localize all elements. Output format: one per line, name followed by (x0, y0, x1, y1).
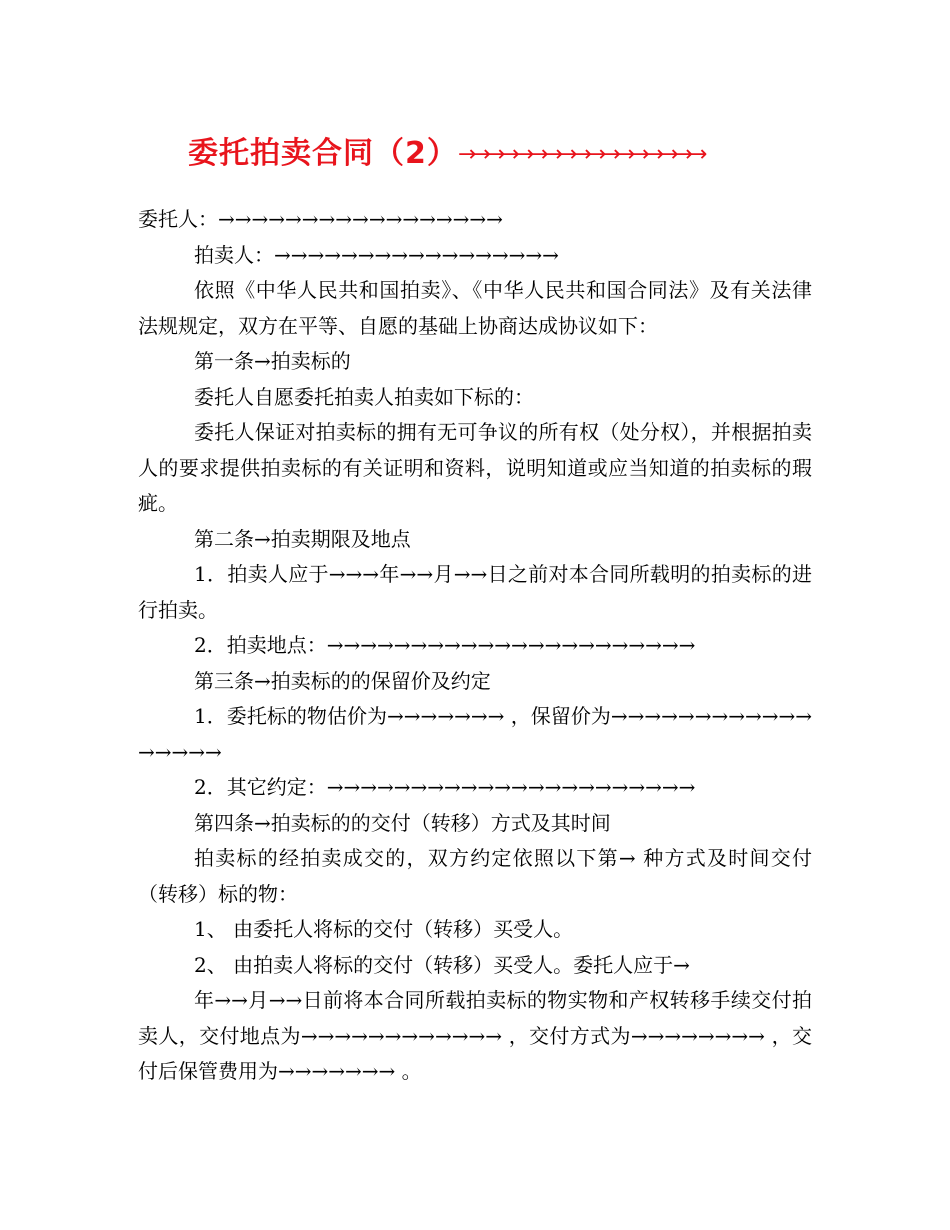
article-2-item-1: 1．拍卖人应于→→→年→→月→→日之前对本合同所载明的拍卖标的进行拍卖。 (138, 562, 812, 622)
article-4-option-1: 1、 由委托人将标的交付（转移）买受人。 (194, 917, 574, 941)
article-4-option-2: 2、 由拍卖人将标的交付（转移）买受人。委托人应于→ (194, 952, 690, 977)
paragraph-client: 委托人：→→→→→→→→→→→→→→→→→ (138, 207, 503, 231)
document-body (138, 202, 812, 1090)
article-4-paragraph-1: 拍卖标的经拍卖成交的，双方约定依照以下第→ 种方式及时间交付（转移）标的物： (138, 846, 812, 906)
article-2-heading: 第二条→拍卖期限及地点 (194, 526, 411, 551)
article-3-heading: 第三条→拍卖标的的保留价及约定 (194, 668, 491, 693)
article-1-heading: 第一条→拍卖标的 (194, 349, 351, 373)
document-title (188, 128, 703, 172)
article-3-item-1: 1．委托标的物估价为→→→→→→→ ，保留价为→→→→→→→→→→→→→→→→→ (138, 704, 812, 764)
paragraph-legal-basis: 依照《中华人民共和国拍卖》、《中华人民共和国合同法》及有关法律法规规定，双方在平等、自愿的基础上协商达成协议如下： (138, 278, 812, 338)
article-3-item-2: 2．其它约定：→→→→→→→→→→→→→→→→→→→→→→ (194, 775, 696, 799)
article-4-delivery-terms: 年→→月→→日前将本合同所载拍卖标的物实物和产权转移手续交付拍卖人，交付地点为→→→→→→→→→→→→ ，交付方式为→→→→→→→→ ，交付后保管费用为→→→→→→→ 。 (138, 988, 812, 1083)
paragraph-auctioneer: 拍卖人：→→→→→→→→→→→→→→→→→ (194, 242, 559, 267)
title-arrow-leader: →→→→→→→→→→→→→→→→→ (457, 142, 704, 167)
title-text: 委托拍卖合同（2） (188, 136, 458, 171)
article-1-paragraph-2: 委托人保证对拍卖标的拥有无可争议的所有权（处分权），并根据拍卖人的要求提供拍卖标的有关证明和资料，说明知道或应当知道的拍卖标的瑕疵。 (138, 420, 812, 515)
article-1-paragraph-1: 委托人自愿委托拍卖人拍卖如下标的： (194, 384, 534, 409)
article-4-heading: 第四条→拍卖标的的交付（转移）方式及其时间 (194, 810, 611, 835)
article-2-item-2: 2．拍卖地点：→→→→→→→→→→→→→→→→→→→→→→ (194, 633, 696, 657)
